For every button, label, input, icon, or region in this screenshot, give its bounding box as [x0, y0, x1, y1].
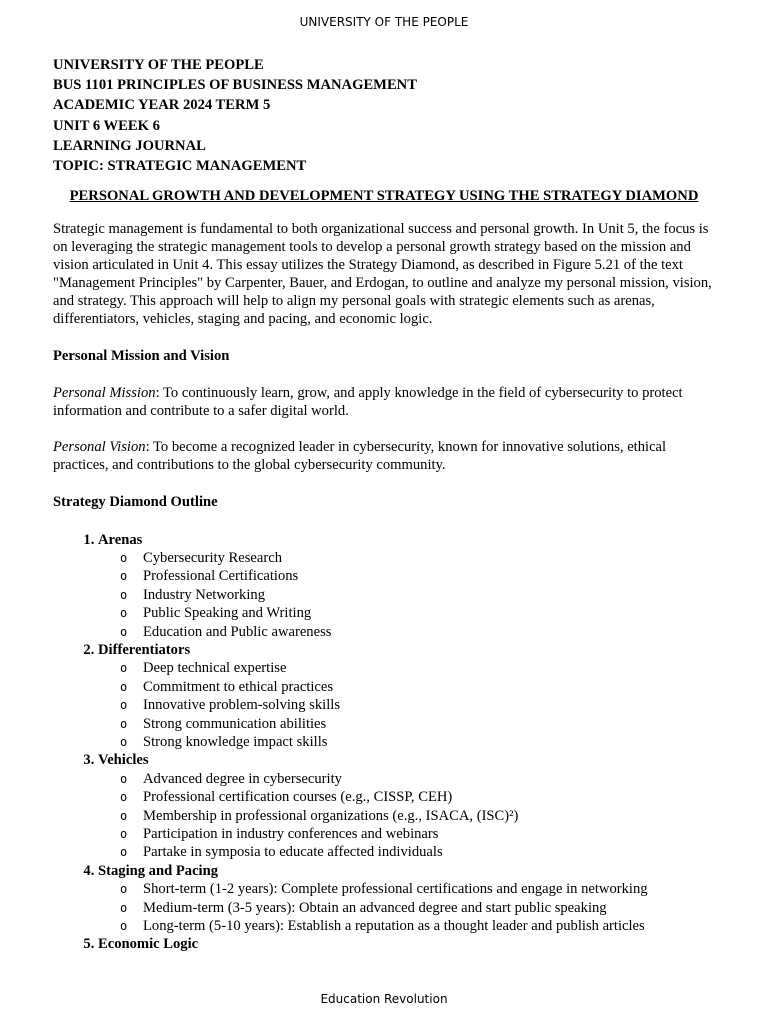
- page-header: UNIVERSITY OF THE PEOPLE: [299, 15, 469, 29]
- outline-label: Differentiators: [98, 641, 191, 658]
- sub-list: [98, 549, 715, 641]
- strategy-outline-list: [53, 531, 715, 954]
- essay-title: PERSONAL GROWTH AND DEVELOPMENT STRATEGY USING THE STRATEGY DIAMOND: [69, 188, 699, 205]
- list-item: o Advanced degree in cybersecurity: [120, 770, 715, 788]
- outline-label: Staging and Pacing: [98, 862, 219, 879]
- sub-list: [98, 659, 715, 751]
- outline-heading: Strategy Diamond Outline: [53, 494, 218, 511]
- heading-block: [53, 55, 715, 176]
- list-item: o Cybersecurity Research: [120, 549, 715, 567]
- list-item: [98, 751, 715, 861]
- list-item: o Partake in symposia to educate affected individuals: [120, 843, 715, 861]
- list-item: o Innovative problem-solving skills: [120, 696, 715, 714]
- list-item: [98, 862, 715, 936]
- page-footer: Education Revolution: [320, 992, 448, 1006]
- list-item: o Commitment to ethical practices: [120, 678, 715, 696]
- heading-line: ACADEMIC YEAR 2024 TERM 5: [53, 97, 271, 114]
- list-item: o Medium-term (3-5 years): Obtain an advanced degree and start public speaking: [120, 899, 715, 917]
- list-item: o Strong communication abilities: [120, 715, 715, 733]
- heading-line: UNIVERSITY OF THE PEOPLE: [53, 57, 264, 73]
- list-item: o Short-term (1-2 years): Complete professional certifications and engage in networking: [120, 880, 715, 898]
- list-item: [98, 641, 715, 751]
- heading-line: LEARNING JOURNAL: [53, 137, 206, 154]
- sub-list: [98, 770, 715, 862]
- list-item: o Long-term (5-10 years): Establish a reputation as a thought leader and publish articles: [120, 917, 715, 935]
- list-item: [98, 531, 715, 641]
- list-item: o Participation in industry conferences and webinars: [120, 825, 715, 843]
- mission-label: Personal Mission: [53, 385, 156, 402]
- vision-paragraph: [53, 438, 715, 474]
- list-item: o Education and Public awareness: [120, 623, 715, 641]
- outline-label: Vehicles: [98, 752, 149, 769]
- outline-label: Economic Logic: [98, 936, 199, 953]
- list-item: o Deep technical expertise: [120, 659, 715, 677]
- vision-label: Personal Vision: [53, 439, 146, 456]
- outline-label: Arenas: [98, 531, 143, 548]
- list-item: o Membership in professional organizations (e.g., ISACA, (ISC)²): [120, 807, 715, 825]
- mission-paragraph: [53, 384, 715, 420]
- mission-vision-heading: Personal Mission and Vision: [53, 348, 230, 365]
- vision-text: : To become a recognized leader in cybersecurity, known for innovative solutions, ethical practices, and contributions to the global cybersecurity community.: [53, 439, 667, 474]
- sub-list: [98, 880, 715, 935]
- heading-line: BUS 1101 PRINCIPLES OF BUSINESS MANAGEMENT: [53, 77, 417, 94]
- list-item: [98, 935, 715, 953]
- list-item: o Strong knowledge impact skills: [120, 733, 715, 751]
- mission-text: : To continuously learn, grow, and apply knowledge in the field of cybersecurity to protect information and contribute to a safer digital world.: [53, 385, 683, 420]
- list-item: o Professional Certifications: [120, 567, 715, 585]
- heading-line: TOPIC: STRATEGIC MANAGEMENT: [53, 157, 307, 174]
- list-item: o Industry Networking: [120, 586, 715, 604]
- document-body: [53, 55, 715, 954]
- heading-line: UNIT 6 WEEK 6: [53, 117, 160, 134]
- intro-paragraph: Strategic management is fundamental to both organizational success and personal growth. In Unit 5, the focus is on leveraging the strategic management tools to develop a personal growth strategy based on the mission and vision articulated in Unit 4. This essay utilizes the Strategy Diamond, as described in Figure 5.21 of the text "Management Principles" by Carpenter, Bauer, and Erdogan, to outline and analyze my personal mission, vision, and strategy. This approach will help to align my personal goals with strategic elements such as arenas, differentiators, vehicles, staging and pacing, and economic logic.: [53, 221, 712, 328]
- list-item: o Public Speaking and Writing: [120, 604, 715, 622]
- list-item: o Professional certification courses (e.g., CISSP, CEH): [120, 788, 715, 806]
